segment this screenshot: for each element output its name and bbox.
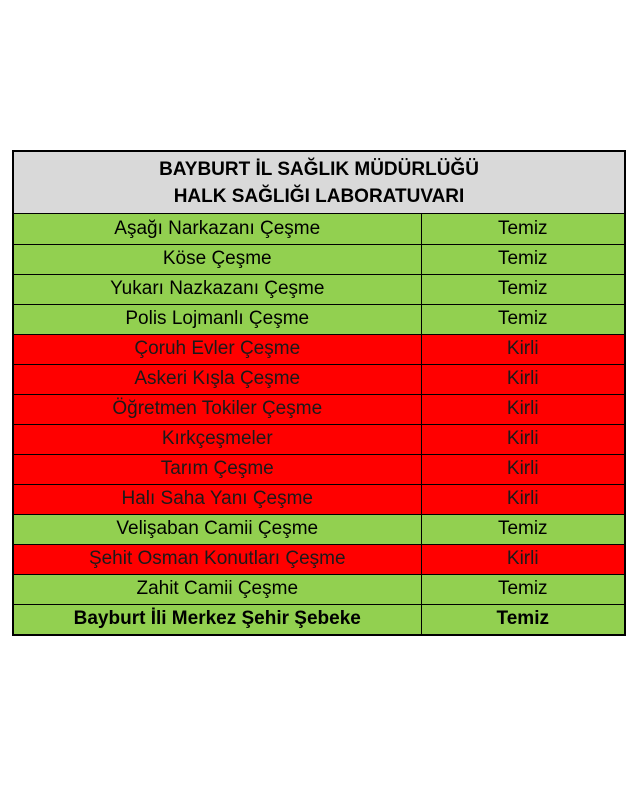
status-cell: Kirli [421,424,624,454]
fountain-name-cell: Polis Lojmanlı Çeşme [14,304,421,334]
fountain-name-cell: Tarım Çeşme [14,454,421,484]
fountain-name-cell: Askeri Kışla Çeşme [14,364,421,394]
status-cell: Temiz [421,304,624,334]
table-row-summary [14,604,624,634]
table-row [14,334,624,364]
status-cell: Temiz [421,214,624,244]
status-cell: Temiz [421,574,624,604]
table-row [14,394,624,424]
status-cell: Kirli [421,364,624,394]
fountain-name-cell: Köse Çeşme [14,244,421,274]
status-cell: Kirli [421,394,624,424]
table-row [14,484,624,514]
fountain-name-cell: Yukarı Nazkazanı Çeşme [14,274,421,304]
fountain-name-cell: Halı Saha Yanı Çeşme [14,484,421,514]
table-row [14,304,624,334]
results-table [14,214,624,634]
fountain-name-cell: Velişaban Camii Çeşme [14,514,421,544]
table-header [14,152,624,214]
status-cell: Temiz [421,274,624,304]
table-row [14,544,624,574]
fountain-name-cell: Çoruh Evler Çeşme [14,334,421,364]
fountain-name-cell: Şehit Osman Konutları Çeşme [14,544,421,574]
header-title-line2: HALK SAĞLIĞI LABORATUVARI [173,185,465,207]
header-title-line1: BAYBURT İL SAĞLIK MÜDÜRLÜĞÜ [159,158,479,180]
table-row [14,274,624,304]
table-row [14,244,624,274]
table-row [14,424,624,454]
status-cell: Kirli [421,334,624,364]
table-row [14,574,624,604]
status-cell: Kirli [421,454,624,484]
status-cell: Kirli [421,544,624,574]
table-row [14,364,624,394]
results-table-body [14,214,624,634]
table-row [14,214,624,244]
status-cell: Temiz [421,244,624,274]
fountain-name-cell: Kırkçeşmeler [14,424,421,454]
water-quality-table [12,150,626,636]
table-row [14,454,624,484]
fountain-name-cell: Zahit Camii Çeşme [14,574,421,604]
status-cell: Temiz [421,604,624,634]
table-row [14,514,624,544]
fountain-name-cell: Bayburt İli Merkez Şehir Şebeke [14,604,421,634]
fountain-name-cell: Öğretmen Tokiler Çeşme [14,394,421,424]
status-cell: Kirli [421,484,624,514]
status-cell: Temiz [421,514,624,544]
fountain-name-cell: Aşağı Narkazanı Çeşme [14,214,421,244]
